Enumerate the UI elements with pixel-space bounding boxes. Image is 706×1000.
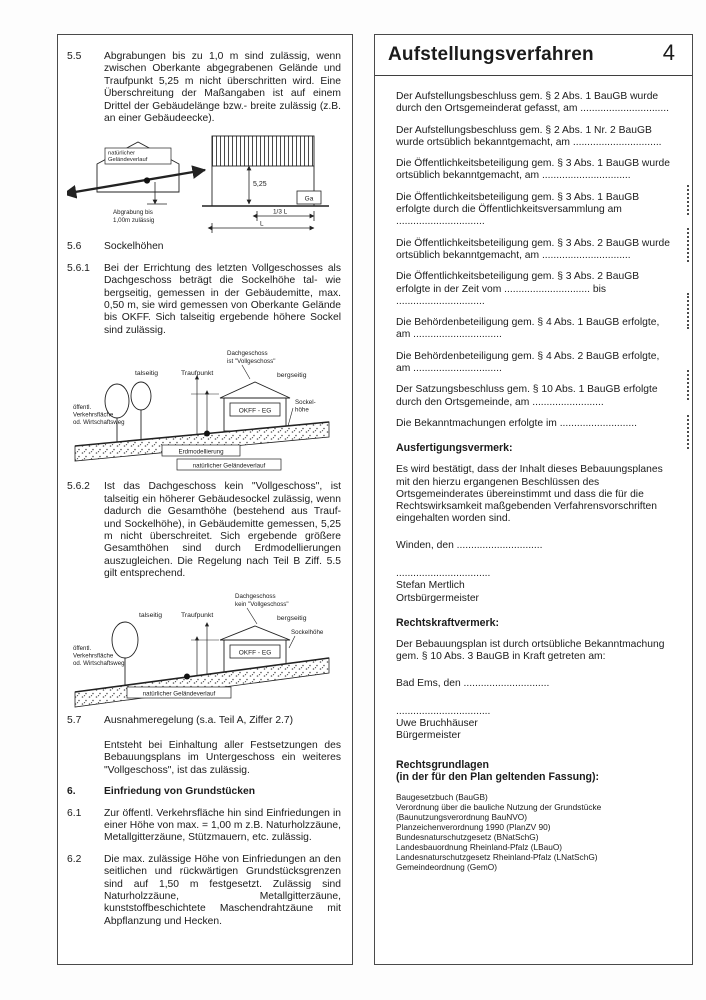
rechtsgrundlage-item: Gemeindeordnung (GemO): [396, 861, 497, 872]
column-title: Aufstellungsverfahren: [388, 44, 594, 65]
section-text: [104, 715, 343, 778]
section-5-6: [67, 241, 343, 253]
page-number: 4: [662, 40, 675, 65]
procedure-column: [374, 34, 693, 965]
diagram2-verkehr-label-line2: Verkehrsfläche: [73, 411, 114, 419]
section-5-7-line1: Ausnahmeregelung (s.a. Teil A, Ziffer 2.7): [104, 714, 294, 726]
diagram2-traufpunkt-label: Traufpunkt: [181, 370, 214, 378]
rechtskraft-signer-name: Uwe Bruchhäuser: [396, 718, 478, 730]
diagram-abgrabung: [67, 134, 344, 234]
section-5-7-paragraph: Entsteht bei Einhaltung aller Festsetzungen des Bebauungsplans im Untergeschoss ein weiteres "Vollgeschoss", ist das zulässig.: [104, 739, 341, 776]
procedure-body: [375, 76, 692, 872]
diagram2-verkehr-label-line1: öffentl.: [73, 404, 92, 412]
diagram3-verkehr-label-line1: öffentl.: [73, 644, 92, 652]
rechtskraft-signature-line: .................................: [396, 705, 491, 717]
procedure-paragraph: Der Aufstellungsbeschluss gem. § 2 Abs. 1 BauGB wurde durch den Ortsgemeinderat gefasst, am ...............................: [396, 91, 669, 115]
diagram1-gelaende-label-line1: natürlicher: [108, 150, 136, 157]
section-6-1: [67, 808, 343, 845]
diagram3-bergseitig-label: bergseitig: [277, 614, 307, 622]
section-number: 5.7: [67, 714, 82, 726]
diagram3-title-line1: Dachgeschoss: [235, 592, 276, 600]
diagram3-okff-label: OKFF - EG: [238, 649, 272, 657]
diagram2-title-line2: ist "Vollgeschoss": [227, 358, 276, 366]
diagram-kein-vollgeschoss: [67, 590, 344, 708]
rechtsgrundlage-item: Landesbauordnung Rheinland-Pfalz (LBauO): [396, 841, 563, 852]
diagram1-abgrabung-label-line1: Abgrabung bis: [113, 209, 153, 217]
rechtskraft-place-date: Bad Ems, den ..............................: [396, 677, 550, 689]
diagram2-sockel-label-line1: Sockel-: [295, 399, 316, 407]
scan-artifact-mark: [687, 370, 689, 400]
section-number: 5.6: [67, 241, 82, 253]
section-5-6-2: [67, 481, 343, 580]
rechtskraftvermerk-heading: Rechtskraftvermerk:: [396, 616, 500, 629]
ausfertigung-signer-name: Stefan Mertlich: [396, 580, 465, 592]
section-number: 5.6.1: [67, 262, 90, 274]
procedure-paragraph: Die Bekanntmachungen erfolgte im ...........................: [396, 417, 637, 429]
diagram3-gelaende-label: natürlicher Geländeverlauf: [142, 690, 216, 698]
procedure-paragraph: Die Öffentlichkeitsbeteiligung gem. § 3 Abs. 1 BauGB erfolgte durch die Öffentlichkeitsversammlung am ...............................: [396, 191, 640, 228]
section-number: 5.5: [67, 51, 82, 62]
diagram-vollgeschoss: [67, 346, 344, 474]
scan-artifact-mark: [687, 293, 689, 329]
section-5-7: [67, 715, 343, 778]
section-text: Zur öffentl. Verkehrsfläche hin sind Einfriedungen in einer Höhe von max. = 1,00 m z.B. Naturholzzäune, Metallgitterzäune, Stützmauern, etc. zulässig.: [104, 807, 341, 844]
scan-artifact-mark: [687, 185, 689, 215]
diagram2-title-line1: Dachgeschoss: [227, 350, 268, 358]
ausfertigungsvermerk-body: Es wird bestätigt, dass der Inhalt dieses Bebauungsplanes mit den hierzu ergangenen Beschlüssen des Ortsgemeinderates übereinstimmt und dass die für die Rechtswirksamkeit maßgebenden Verfahrensvorschriften eingehalten worden sind.: [396, 464, 663, 525]
rechtsgrundlage-item: (Baunutzungsverordnung BauNVO): [396, 811, 527, 822]
rechtskraft-signer-role: Bürgermeister: [396, 730, 461, 742]
diagram1-ga-label: Ga: [304, 195, 314, 203]
section-number: 6.2: [67, 853, 82, 865]
diagram2-bergseitig-label: bergseitig: [277, 372, 307, 380]
diagram2-sockel-label-line2: höhe: [295, 406, 309, 414]
diagram1-gelaende-label-line2: Geländeverlauf: [108, 157, 148, 164]
section-5-6-1: [67, 263, 343, 337]
section-text: Sockelhöhen: [104, 241, 164, 253]
procedure-paragraph: Der Satzungsbeschluss gem. § 10 Abs. 1 BauGB erfolgte durch den Ortsgemeinde, am .........................: [396, 384, 658, 408]
section-text: Bei der Errichtung des letzten Vollgeschosses als Dachgeschoss beträgt die Sockelhöhe tal- wie bergseitig, gemessen in der Gebäudemitte, max. 0,50 m, sie wird gemessen von Oberkante Gelände bis OKFF. Sich talseitig ergebende höhere Sockel sind zulässig.: [104, 262, 341, 336]
ausfertigung-signature-line: .................................: [396, 568, 491, 580]
diagram1-dim-third-label: 1/3 L: [273, 208, 288, 216]
rechtsgrundlage-item: Landesnaturschutzgesetz Rheinland-Pfalz (LNatSchG): [396, 851, 598, 862]
section-6: [67, 786, 343, 798]
diagram1-dim-525-label: 5,25: [253, 181, 267, 189]
diagram1-dim-l-label: L: [260, 220, 264, 228]
section-number: 6.: [67, 786, 76, 798]
section-title: Einfriedung von Grundstücken: [104, 786, 256, 798]
diagram2-erdmodellierung-label: Erdmodellierung: [178, 448, 224, 456]
section-number: 6.1: [67, 807, 82, 819]
column-header: [375, 35, 692, 76]
section-text: Abgrabungen bis zu 1,0 m sind zulässig, wenn zwischen Oberkante abgegrabenen Gelände und Traufpunkt 5,25 m nicht überschritten wird. Eine Überschreitung der Maßangaben ist auf einem Drittel der Gebäudelänge bzw.- breite zulässig (z.B. an einer Gebäudeecke).: [104, 51, 341, 125]
diagram2-talseitig-label: talseitig: [135, 370, 159, 378]
procedure-paragraph: Die Behördenbeteiligung gem. § 4 Abs. 2 BauGB erfolgte, am ...............................: [396, 350, 660, 375]
section-5-5: [67, 51, 343, 125]
diagram3-verkehr-label-line3: od. Wirtschaftsweg: [73, 659, 125, 667]
diagram3-title-line2: kein "Vollgeschoss": [235, 600, 289, 608]
diagram3-verkehr-label-line2: Verkehrsfläche: [73, 652, 114, 660]
rechtsgrundlage-item: Planzeichenverordnung 1990 (PlanZV 90): [396, 821, 551, 832]
rechtsgrundlagen-subheading: (in der für den Plan geltenden Fassung):: [396, 770, 600, 783]
section-text: Die max. zulässige Höhe von Einfriedungen an den seitlichen und rückwärtigen Grundstücksgrenzen sind auf 1,50 m festgesetzt. Zulässig sind Naturholzzäune, Metallgitterzäune, kunststoffbeschichtete Maschendrahtzäune mit Abpflanzung und Hecken.: [104, 853, 341, 927]
rechtskraftvermerk-body: Der Bebauungsplan ist durch ortsübliche Bekanntmachung gem. § 10 Abs. 3 BauGB in Kraft getreten am:: [396, 638, 665, 663]
section-6-2: [67, 854, 343, 928]
diagram3-traufpunkt-label: Traufpunkt: [181, 611, 214, 619]
diagram2-gelaende-label: natürlicher Geländeverlauf: [192, 462, 266, 470]
ausfertigung-signer-role: Ortsbürgermeister: [396, 592, 479, 604]
diagram3-sockel-label: Sockelhöhe: [291, 628, 324, 636]
diagram2-verkehr-label-line3: od. Wirtschaftsweg: [73, 419, 125, 427]
procedure-paragraph: Die Öffentlichkeitsbeteiligung gem. § 3 Abs. 2 BauGB erfolgte in der Zeit vom .............................. bis ...............................: [396, 271, 640, 307]
rechtsgrundlagen-heading: Rechtsgrundlagen: [396, 758, 490, 771]
rechtsgrundlage-item: Verordnung über die bauliche Nutzung der Grundstücke: [396, 801, 602, 812]
scan-artifact-mark: [687, 415, 689, 449]
diagram1-abgrabung-label-line2: 1,00m zulässig: [113, 217, 155, 225]
scan-artifact-mark: [687, 228, 689, 262]
rechtsgrundlage-item: Baugesetzbuch (BauGB): [396, 791, 488, 802]
procedure-paragraph: Die Öffentlichkeitsbeteiligung gem. § 3 Abs. 1 BauGB wurde ortsüblich bekanntgemacht, am ...............................: [396, 158, 670, 182]
ausfertigung-place-date: Winden, den ..............................: [396, 539, 543, 551]
ausfertigungsvermerk-heading: Ausfertigungsvermerk:: [396, 442, 513, 455]
section-number: 5.6.2: [67, 481, 90, 493]
rechtsgrundlage-item: Bundesnaturschutzgesetz (BNatSchG): [396, 831, 539, 842]
diagram3-talseitig-label: talseitig: [139, 611, 163, 619]
regulations-column: [57, 34, 353, 965]
procedure-paragraph: Der Aufstellungsbeschluss gem. § 2 Abs. 1 Nr. 2 BauGB wurde ortsüblich bekanntgemacht, am ...............................: [396, 124, 662, 148]
diagram2-okff-label: OKFF - EG: [238, 407, 272, 415]
procedure-paragraph: Die Öffentlichkeitsbeteiligung gem. § 3 Abs. 2 BauGB wurde ortsüblich bekanntgemacht, am ...............................: [396, 237, 670, 261]
procedure-paragraph: Die Behördenbeteiligung gem. § 4 Abs. 1 BauGB erfolgte, am ...............................: [396, 317, 660, 341]
section-text: Ist das Dachgeschoss kein "Vollgeschoss", ist talseitig ein höherer Gebäudesockel zulässig, wenn dadurch die Gesamthöhe (bestehend aus Trauf- und Sockelhöhe), in Gebäudemitte gemessen, 5,25 m nicht überschreitet. Sich ergebende größere Gesamthöhen sind durch Erdmodellierungen auszugleichen. Die Regelung nach Teil B Ziff. 5.5 gilt entsprechend.: [104, 481, 341, 580]
